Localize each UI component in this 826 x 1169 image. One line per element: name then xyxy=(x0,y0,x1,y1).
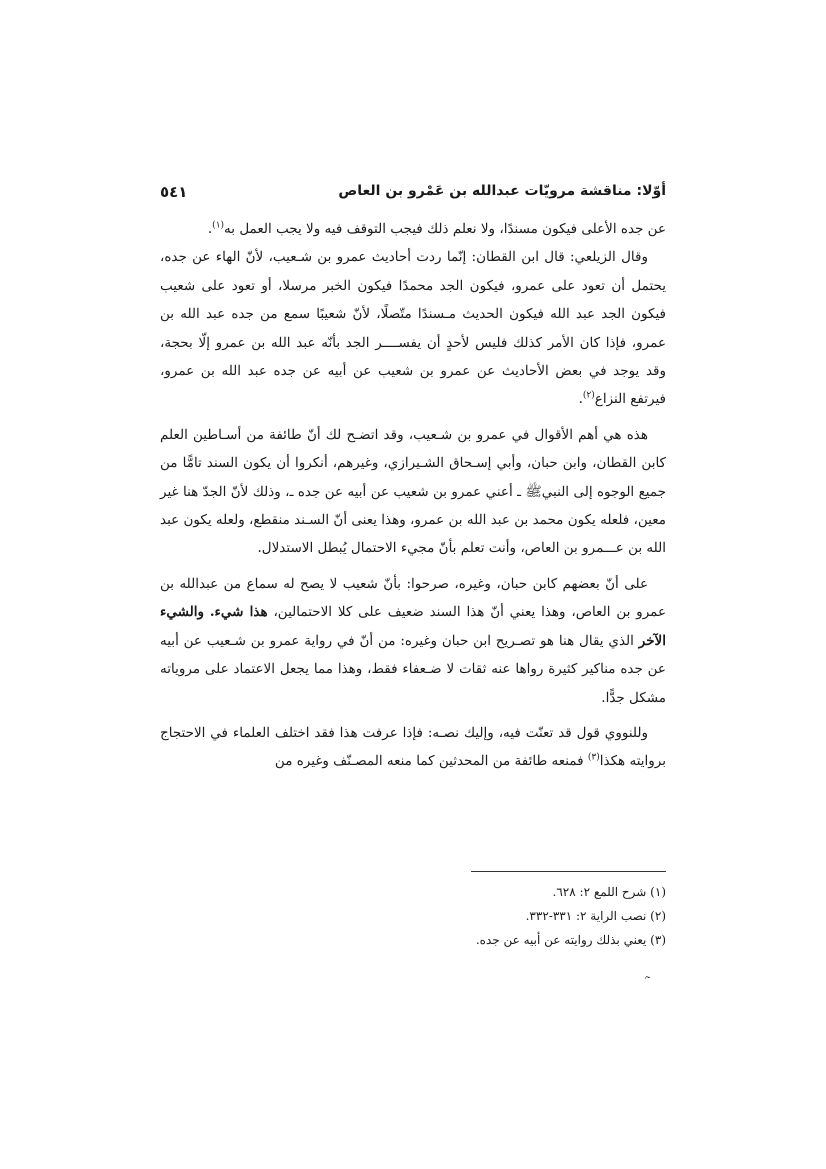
footnote-2: (٢) نصب الراية ٢: ٣٣١-٣٣٢. xyxy=(525,909,666,923)
footnote-1: (١) شرح اللمع ٢: ٦٢٨. xyxy=(552,885,666,899)
paragraph-5 xyxy=(160,719,666,776)
period: . xyxy=(207,221,213,237)
footnote-ref-1[interactable]: (١) xyxy=(212,220,225,231)
chapter-title: أوّلا: مناقشة مرويّات عبدالله بن عَمْرو بن العاص xyxy=(338,183,666,199)
paragraph-3-text: هذه هي أهم الأقوال في عمرو بن شـعيب، وقد اتضـح لك أنّ طائفة من أسـاطين العلم كابن القطان، وابن حبان، وأبي إسـحاق الشـيرازي، وغيرهم، أنكروا أن يكون السند تامًّا من جميع الوجوه إلى النبيﷺ ـ أعني عمرو بن شعيب عن أبيه عن جده ـ، وذلك لأنّ الجدّ هنا غير معين، فلعله يكون محمد بن عبد الله بن عمرو، وهذا يعنى أنّ السـند منقطع، ولعله يكون عبد الله بن عـــمرو بن العاص، وأنت تعلم بأنّ مجيء الاحتمال يُبطل الاستدلال. xyxy=(160,426,666,557)
page-number: ٥٤١ xyxy=(160,183,188,201)
footnote-separator xyxy=(471,871,666,872)
page-ornament-mark: ﮧ xyxy=(644,964,650,982)
paragraph-5-text: وللنووي قول قد تعنّت فيه، وإليك نصـه: فإذا عرفت هذا فقد اختلف العلماء في الاحتجاج بروايته هكذا xyxy=(160,724,666,770)
paragraph-2-text: وقال الزيلعي: قال ابن القطان: إنّما ردت أحاديث عمرو بن شـعيب، لأنّ الهاء عن جده، يحتمل أن تعود على عمرو، فيكون الجد محمدًا فيكون الخبر مرسلا، أو تعود على شعيب فيكون الجد عبد الله فيكون الحديث مـسندًا متّصلًا، لأنّ شعيبًا سمع من جده عبد الله بن عمرو، فإذا كان الأمر كذلك فليس لأحدٍ أن يفســــر الجد بأنّه عبد الله بن عمرو إلّا بحجة، وقد يوجد في بعض الأحاديث عن عمرو بن شعيب عن أبيه عن جده عبد الله بن عمرو، فيرتفع النزاع xyxy=(160,249,666,408)
paragraph-2 xyxy=(160,243,666,413)
paragraph-3 xyxy=(160,421,666,563)
paragraph-1-text: عن جده الأعلى فيكون مسندًا، ولا نعلم ذلك فيجب التوقف فيه ولا يجب العمل به xyxy=(224,221,666,237)
paragraph-1 xyxy=(160,215,666,243)
main-text xyxy=(160,215,666,776)
footnotes xyxy=(160,880,666,952)
emphasis-other-thing: والشيء الآخر xyxy=(160,604,666,649)
paragraph-5-continued: فمنعه طائفة من المحدثين كما منعه المصـنّف وغيره من xyxy=(274,753,584,770)
running-header xyxy=(160,183,666,207)
emphasis-this-thing: هذا شيء. xyxy=(209,604,268,621)
paragraph-4-continued: الذي يقال هنا هو تصـريح ابن حبان وغيره: من أنّ في رواية عمرو بن شـعيب عن أبيه عن جده مناكير كثيرة رواها عنه ثقات لا ضـعفاء فقط، وهذا مما يجعل الاعتماد على مروياته مشكل جدًّا. xyxy=(160,632,666,706)
period: . xyxy=(578,391,583,408)
footnote-ref-2[interactable]: (٢) xyxy=(582,390,595,401)
paragraph-4 xyxy=(160,570,666,712)
footnote-3: (٣) يعني بذلك روايته عن أبيه عن جده. xyxy=(475,933,666,947)
footnote-ref-3[interactable]: (٣) xyxy=(587,752,600,763)
paragraph-4-text: على أنّ بعضهم كابن حبان، وغيره، صرحوا: بأنّ شعيب لا يصح له سماع من عبدالله بن عمرو بن العاص، وهذا يعني أنّ هذا السند ضعيف على كلا الاحتمالين، xyxy=(160,575,666,621)
